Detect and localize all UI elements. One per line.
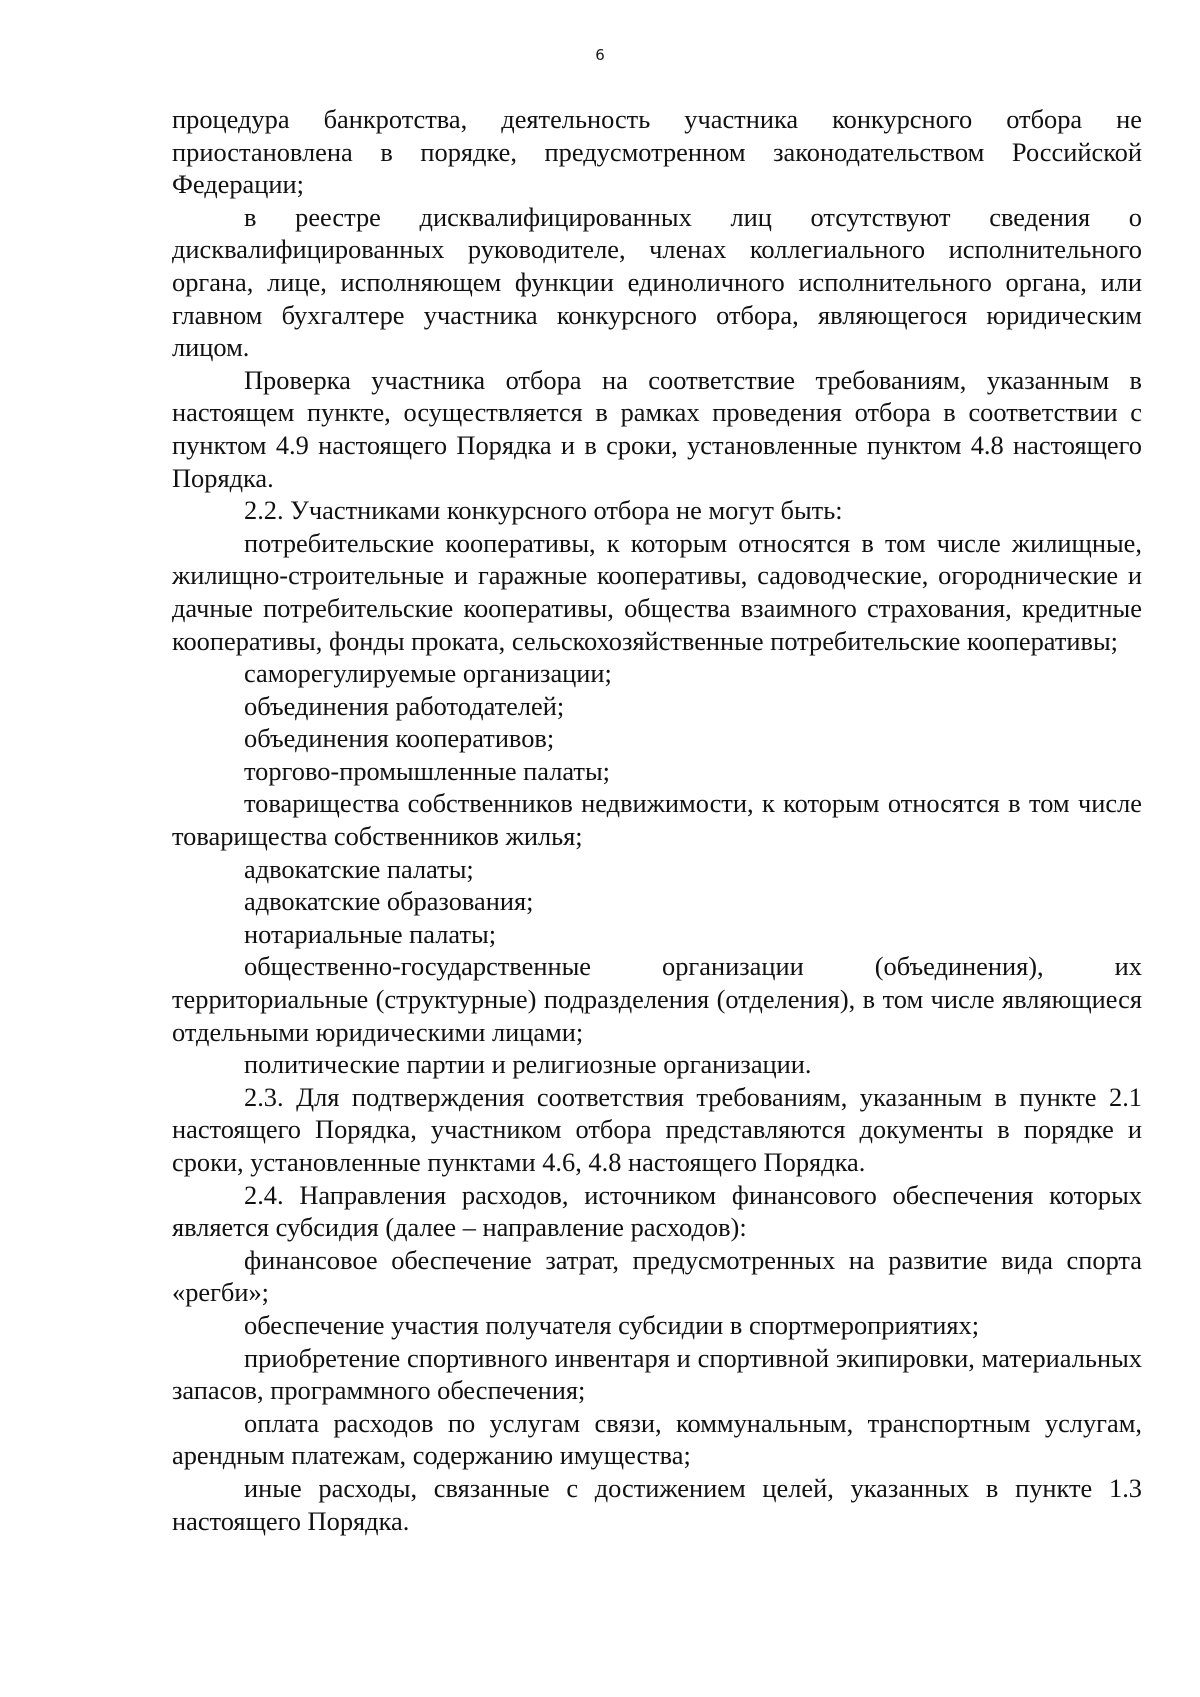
list-item: адвокатские образования; [244,886,534,917]
paragraph: 2.3. Для подтверждения соответствия требованиям, указанным в пункте 2.1 настоящего Порядка, участником отбора представляются документы в порядке и сроки, установленные пунктами 4.6, 4.8 настоящего Порядка. [172,1081,1142,1177]
list-item: обеспечение участия получателя субсидии в спортмероприятиях; [244,1309,980,1340]
list-item: политические партии и религиозные организации. [244,1049,812,1080]
paragraph: 2.2. Участниками конкурсного отбора не могут быть: [244,495,843,526]
page-number: 6 [595,46,605,64]
list-item: общественно-государственные организации (объединения), их территориальные (структурные) подразделения (отделения), в том числе являющиеся отдельными юридическими лицами; [172,951,1142,1047]
list-item: объединения кооперативов; [244,723,555,754]
paragraph: процедура банкротства, деятельность участника конкурсного отбора не приостановлена в порядке, предусмотренном законодательством Российской Федерации; [172,104,1142,200]
list-item: финансовое обеспечение затрат, предусмотренных на развитие вида спорта «регби»; [172,1244,1142,1308]
list-item: адвокатские палаты; [244,853,474,884]
list-item: саморегулируемые организации; [244,658,612,689]
list-item: нотариальные палаты; [244,918,497,949]
list-item: оплата расходов по услугам связи, коммунальным, транспортным услугам, арендным платежам, содержанию имущества; [172,1407,1142,1471]
list-item: приобретение спортивного инвентаря и спортивной экипировки, материальных запасов, программного обеспечения; [172,1342,1142,1406]
list-item: товарищества собственников недвижимости, к которым относятся в том числе товарищества собственников жилья; [172,788,1142,852]
document-body [172,103,1142,1537]
list-item: торгово-промышленные палаты; [244,755,611,786]
list-item: иные расходы, связанные с достижением целей, указанных в пункте 1.3 настоящего Порядка. [172,1472,1142,1536]
paragraph: Проверка участника отбора на соответствие требованиям, указанным в настоящем пункте, осуществляется в рамках проведения отбора в соответствии с пунктом 4.9 настоящего Порядка и в сроки, установленные пунктом 4.8 настоящего Порядка. [172,364,1142,493]
paragraph: потребительские кооперативы, к которым относятся в том числе жилищные, жилищно-строительные и гаражные кооперативы, садоводческие, огороднические и дачные потребительские кооперативы, общества взаимного страхования, кредитные кооперативы, фонды проката, сельскохозяйственные потребительские кооперативы; [172,527,1142,656]
paragraph: 2.4. Направления расходов, источником финансового обеспечения которых является субсидия (далее – направление расходов): [172,1179,1142,1243]
paragraph: в реестре дисквалифицированных лиц отсутствуют сведения о дисквалифицированных руководителе, членах коллегиального исполнительного органа, лице, исполняющем функции единоличного исполнительного органа, или главном бухгалтере участника конкурсного отбора, являющегося юридическим лицом. [172,201,1142,363]
list-item: объединения работодателей; [244,690,565,721]
